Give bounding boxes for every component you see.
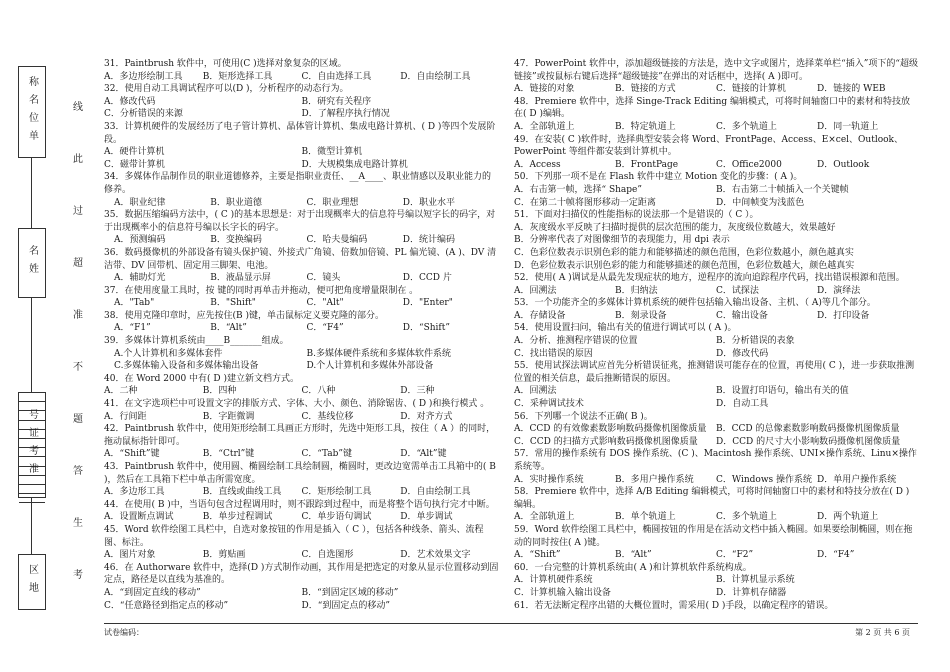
answer-option: C．单步语句调试 <box>301 512 372 523</box>
option-row <box>104 411 499 424</box>
answer-option: D．色彩位数表示识别色彩的能力和能够描述的颜色范围，色彩位数越大，颜色越真实 <box>514 260 855 271</box>
question-stem: 52．使用( A )调试是从最先发现症状的地方，逆程序的流向追踪程序代码，找出错误根源和范围。 <box>514 273 905 284</box>
answer-option: C.多媒体输入设备和多媒体输出设备 <box>114 361 259 372</box>
answer-option: C．在第二十帧将图形移动一定距离 <box>514 197 656 208</box>
answer-option: B．微型计算机 <box>301 147 363 158</box>
question-stem: 48．Premiere 软件中，选择 Singe-Track Editing 编辑模式，可将时间轴窗口中的素材和特技放在( D )编辑。 <box>514 96 911 120</box>
binding-char: 过 <box>70 205 82 215</box>
answer-option: B．右击第二十帧插入一个关键帧 <box>716 184 849 195</box>
answer-option: A．灰度级水平反映了扫描时提供的层次范围的能力，灰度级位数越大，效果越好 <box>514 222 836 233</box>
option-row <box>104 549 499 562</box>
question-stem: 55．使用试探法调试应首先分析错误征兆，推测错误可能存在的位置，再使用( C )，进一步获取推测位置的相关信息，最后推断错误的原因。 <box>514 361 915 384</box>
question-stem: 58．Premiere 软件中，选择 A/B Editing 编辑模式，可将时间轴窗口中的素材和特技分放在( D )编辑。 <box>514 487 910 510</box>
answer-option: A.个人计算机和多媒体套件 <box>114 348 223 359</box>
answer-option: C．磁带计算机 <box>104 159 165 170</box>
answer-option: B．归纳法 <box>615 285 658 296</box>
question-stem: 44．在使用( B )中，当语句包含过程调用时，则不跟踪到过程中，而是将整个语句执行完才中断。 <box>104 499 495 510</box>
option-row <box>104 385 499 398</box>
answer-option: B．链接的方式 <box>615 84 676 95</box>
question-stem: 60．一台完整的计算机系统由( A )和计算机软件系统构成。 <box>514 562 752 573</box>
option-row <box>104 159 499 172</box>
answer-option: B．四种 <box>202 386 237 397</box>
answer-option: C．“Tab”键 <box>301 449 353 460</box>
answer-option: D．艺术效果文字 <box>400 550 471 561</box>
answer-option: C．自由选择工具 <box>301 71 372 82</box>
answer-option: D．“Shift” <box>402 323 450 334</box>
answer-option: C．八种 <box>301 386 336 397</box>
answer-option: A．辅助灯光 <box>114 273 166 284</box>
question-stem: 54．使用设置扫问，输出有关的值进行调试可以 ( A )。 <box>514 323 737 334</box>
option-row <box>104 146 499 159</box>
answer-option: D．单步调试 <box>400 512 453 523</box>
answer-option: C．哈夫曼编码 <box>306 235 368 246</box>
exam-code-label: 试卷编码： <box>104 628 144 637</box>
question-stem: 61．若无法断定程序出错的大概位置时，需采用( D )手段，以确定程序的错误。 <box>514 600 834 611</box>
answer-option: B．研究有关程序 <box>301 96 372 107</box>
question-stem: 40．在 Word 2000 中有( D )建立新文档方式。 <box>104 373 300 384</box>
answer-option: B．FrontPage <box>615 159 679 170</box>
question-stem: 31．Paintbrush 软件中，可使用(C )选择对象复杂的区域。 <box>104 59 347 69</box>
answer-option: D．CCD 的尺寸大小影响数码摄像机图像质量 <box>716 436 901 447</box>
answer-option: A．计算机硬件系统 <box>514 575 593 586</box>
answer-option: B．直线或曲线工具 <box>202 487 282 498</box>
option-row <box>514 436 918 449</box>
answer-option: D．修改代码 <box>716 348 769 359</box>
question-stem: 38．使用克隆印章时，应先按住(B )键，单击鼠标定义要克隆的部分。 <box>104 310 384 321</box>
option-row <box>514 159 918 172</box>
answer-option: B．设置打印语句，输出有关的值 <box>716 386 849 397</box>
answer-option: A．全部轨道上 <box>514 121 575 132</box>
question-stem: 59．Word 软件绘图工具栏中，椭圆按钮的作用是在活动文档中插入椭圆。如果要绘制椭圆，则在拖动的同时按住( A )键。 <box>514 524 913 548</box>
left-column <box>104 58 499 612</box>
district-label: 区地 <box>26 564 38 600</box>
answer-option: B．特定轨道上 <box>615 121 676 132</box>
district-box <box>18 554 46 610</box>
answer-option: A．多边形绘制工具 <box>104 71 183 82</box>
answer-option: B．职业道德 <box>210 197 262 208</box>
answer-option: D．同一轨道上 <box>817 121 879 132</box>
answer-option: B．CCD 的总像素数影响数码摄像机图像质量 <box>716 424 900 435</box>
question-stem: 53．一个功能齐全的多媒体计算机系统的硬件包括输入输出设备、主机、（ A)等几个部分。 <box>514 298 876 309</box>
answer-option: C．镜头 <box>306 273 341 284</box>
option-row <box>514 197 918 210</box>
answer-option: B．液晶显示屏 <box>210 273 271 284</box>
option-row <box>104 297 499 310</box>
answer-option: A．链接的对象 <box>514 84 575 95</box>
answer-option: C．“任意路径到指定点的移动” <box>104 600 229 611</box>
answer-option: D．“F4” <box>817 550 855 561</box>
right-column <box>514 58 918 612</box>
answer-option: C．"Alt" <box>306 298 344 309</box>
binding-char: 此 <box>70 153 82 163</box>
answer-option: B．计算机显示系统 <box>716 575 795 586</box>
name-label: 名姓 <box>26 245 38 281</box>
option-row <box>104 587 499 600</box>
option-row <box>514 121 918 134</box>
binding-char: 不 <box>70 361 82 371</box>
answer-option: A．存储设备 <box>514 310 566 321</box>
binding-char: 准 <box>70 309 82 319</box>
answer-option: C．Office2000 <box>716 159 782 170</box>
option-row <box>104 448 499 461</box>
binding-line-text <box>70 80 82 600</box>
answer-option: C．多个轨道上 <box>716 512 777 523</box>
side-divider <box>31 498 32 554</box>
answer-option: C．职业理想 <box>306 197 359 208</box>
answer-option: A．实时操作系统 <box>514 474 584 485</box>
option-row <box>104 234 499 247</box>
answer-option: A．"Tab" <box>114 298 155 309</box>
question-stem: 50．下列那一项不是在 Flash 软件中建立 Motion 变化的步骤：( A )。 <box>514 172 803 183</box>
binding-char: 答 <box>70 465 82 475</box>
binding-char: 题 <box>70 413 82 423</box>
question-stem: 49．在安装( C )软件时，选择典型安装会将 Word、FrontPage、Access、E×cel、Outlook、PowerPoint 等组件都安装到计算机中。 <box>514 134 904 158</box>
option-row <box>514 474 918 487</box>
answer-option: C．多个轨道上 <box>716 121 777 132</box>
id-label: 号证考准 <box>26 409 38 481</box>
answer-option: A．行间距 <box>104 411 147 422</box>
answer-option: A．回溯法 <box>514 285 557 296</box>
answer-option: C．采种调试技术 <box>514 399 584 410</box>
answer-option: D．了解程序执行情况 <box>301 109 390 120</box>
answer-option: C．链接的计算机 <box>716 84 786 95</box>
answer-option: A．硬件计算机 <box>104 147 165 158</box>
answer-option: A．分析、推测程序错误的位置 <box>514 336 638 347</box>
answer-option: A．“Shift”键 <box>104 449 160 460</box>
answer-option: D．职业水平 <box>402 197 455 208</box>
option-row <box>514 285 918 298</box>
question-stem: 33．计算机硬件的发展经历了电子管计算机、晶体管计算机、集成电路计算机、( D )等四个发展阶段。 <box>104 121 496 145</box>
answer-option: D．中间帧变为浅蓝色 <box>716 197 805 208</box>
answer-option: D．打印设备 <box>817 310 870 321</box>
option-row <box>104 486 499 499</box>
option-row <box>104 322 499 335</box>
side-divider <box>31 158 32 228</box>
option-row <box>104 272 499 285</box>
option-row <box>514 83 918 96</box>
answer-option: D．Outlook <box>817 159 870 170</box>
answer-option: D．“Alt”键 <box>400 449 447 460</box>
footer-rule <box>104 623 918 624</box>
question-stem: 34．多媒体作品制作员的职业道德修养，主要是指职业责任、__A____、职业情感以及职业能力的修养。 <box>104 172 491 195</box>
answer-option: B．字距微调 <box>202 411 255 422</box>
answer-option: B．变换编码 <box>210 235 262 246</box>
option-row <box>104 360 499 373</box>
answer-option: C．试探法 <box>716 285 759 296</box>
answer-option: B．分辨率代表了对图像细节的表现能力，用 dpi 表示 <box>514 235 730 246</box>
question-stem: 47．PowerPoint 软件中，添加超级链接的方法是，选中文字或图片，选择菜单栏“插入”项下的“超级链接”或按鼠标右键后选择“超级链接”在弹出的对话框中，选择( A )即可。 <box>514 59 918 82</box>
option-row <box>104 71 499 84</box>
answer-option: A．“F1” <box>114 323 151 334</box>
option-row <box>514 385 918 398</box>
answer-option: C．Windows 操作系统 <box>716 474 813 485</box>
binding-char: 生 <box>70 517 82 527</box>
question-stem: 32．使用自动工具调试程序可以(D )，分析程序的动态行为。 <box>104 84 349 95</box>
answer-option: A．设置断点调试 <box>104 512 174 523</box>
answer-option: C．自选图形 <box>301 550 354 561</box>
answer-option: C．矩形绘制工具 <box>301 487 372 498</box>
answer-option: A．“到固定直线的移动” <box>104 587 201 598</box>
answer-option: C．“F4” <box>306 323 344 334</box>
page-number: 第 2 页 共 6 页 <box>855 628 910 637</box>
answer-option: C．找出错误的原因 <box>514 348 593 359</box>
answer-option: C．CCD 的扫描方式影响数码摄像机图像质量 <box>514 436 698 447</box>
answer-option: D．链接的 WEB <box>817 84 886 95</box>
option-row <box>104 348 499 361</box>
question-stem: 56．下列哪一个说法不正确( B )。 <box>514 411 653 422</box>
answer-option: D．"Enter" <box>402 298 453 309</box>
option-row <box>514 423 918 436</box>
answer-option: B．刻录设备 <box>615 310 667 321</box>
answer-option: B．矩形选择工具 <box>202 71 273 82</box>
answer-option: A．预测编码 <box>114 235 166 246</box>
answer-option: C．分析错误的来源 <box>104 109 183 120</box>
option-row <box>104 108 499 121</box>
option-row <box>514 549 918 562</box>
question-stem: 51．下面对扫描仪的性能指标的说法那一个是错误的（ C ）。 <box>514 210 759 221</box>
answer-option: A．多边形工具 <box>104 487 165 498</box>
option-row <box>104 511 499 524</box>
answer-option: D.个人计算机和多媒体外部设备 <box>306 361 434 372</box>
answer-option: B．单个轨道上 <box>615 512 676 523</box>
question-stem: 46．在 Authorware 软件中，选择(D )方式制作动画，其作用是把选定的对象从显示位置移动到固定点，路径是以直线为基准的。 <box>104 562 499 586</box>
name-box <box>18 228 46 298</box>
answer-option: A．修改代码 <box>104 96 156 107</box>
question-stem: 37．在使用度量工具时，按 键的同时再单击并拖动，便可把角度增量限制在 。 <box>104 285 419 296</box>
answer-option: D．自由绘制工具 <box>400 71 471 82</box>
answer-option: A．“Shift” <box>514 550 561 561</box>
option-row <box>514 511 918 524</box>
option-row <box>514 348 918 361</box>
answer-option: D．大规模集成电路计算机 <box>301 159 408 170</box>
answer-option: A．职业纪律 <box>114 197 166 208</box>
answer-option: C．色彩位数表示识别色彩的能力和能够描述的颜色范围，色彩位数越小，颜色越真实 <box>514 247 854 258</box>
answer-option: D．对齐方式 <box>400 411 453 422</box>
binding-char: 考 <box>70 569 82 579</box>
option-row <box>104 96 499 109</box>
answer-option: A．右击第一帧，选择“ Shape” <box>514 184 642 195</box>
unit-name-box <box>18 66 46 158</box>
answer-option: A．全部轨道上 <box>514 512 575 523</box>
answer-option: C．基线位移 <box>301 411 354 422</box>
answer-option: B．"Shift" <box>210 298 256 309</box>
question-stem: 42．Paintbrush 软件中，使用矩形绘制工具画正方形时，先选中矩形工具，按住（ A ）的同时，拖动鼠标指针即可。 <box>104 424 496 447</box>
question-stem: 57．常用的操作系统有 DOS 操作系统、(C )、Macintosh 操作系统、UNI×操作系统、Linu×操作系统等。 <box>514 449 917 472</box>
answer-option: A．Access <box>514 159 561 170</box>
option-row <box>514 335 918 348</box>
id-label-box <box>18 400 46 490</box>
option-row <box>514 184 918 197</box>
answer-option: B．单步过程调试 <box>202 512 273 523</box>
question-stem: 41．在文字选项栏中可设置文字的排版方式、字体、大小、颜色、消除锯齿、( D )和换行模式 。 <box>104 399 490 410</box>
answer-option: D．单用户操作系统 <box>817 474 897 485</box>
option-row <box>514 310 918 323</box>
answer-option: C．输出设备 <box>716 310 768 321</box>
unit-name-label: 称名位单 <box>26 76 38 148</box>
answer-option: D．两个轨道上 <box>817 512 879 523</box>
answer-option: D．CCD 片 <box>402 273 452 284</box>
answer-option: B.多媒体硬件系统和多媒体软件系统 <box>306 348 451 359</box>
answer-option: D．计算机存储器 <box>716 587 787 598</box>
answer-option: A．CCD 的有效像素数影响数码摄像机图像质量 <box>514 424 707 435</box>
question-stem: 45．Word 软件绘图工具栏中，自选对象按钮的作用是插入（ C ），包括各种线条、箭头、流程图、标注。 <box>104 524 484 548</box>
answer-option: B．分析错误的表象 <box>716 336 795 347</box>
side-divider <box>31 298 32 392</box>
binding-char: 线 <box>70 101 82 111</box>
answer-option: A．图片对象 <box>104 550 156 561</box>
option-row <box>104 197 499 210</box>
question-stem: 36．数码摄像机的外部设备有镜头保护镜、外接式广角镜、倍数加倍镜、PL 偏光镜、(A )、DV 清洁带、DV 回带机、固定用三脚架、电池。 <box>104 247 497 271</box>
answer-option: D．三种 <box>400 386 435 397</box>
answer-option: D．“到固定点的移动” <box>301 600 390 611</box>
answer-option: D．自由绘制工具 <box>400 487 471 498</box>
question-stem: 43．Paintbrush 软件中，使用圆、椭圆绘制工具绘制圆，椭圆时，更改边宽需单击工具箱中的( B )，然后在工具箱下栏中单击所需宽度。 <box>104 462 496 485</box>
option-row <box>104 600 499 613</box>
answer-option: B．“到固定区域的移动” <box>301 587 399 598</box>
option-row <box>514 398 918 411</box>
option-row <box>514 587 918 600</box>
answer-option: A．二种 <box>104 386 138 397</box>
option-row <box>514 574 918 587</box>
question-stem: 35．数据压缩编码方法中，( C )的基本思想是：对于出现概率大的信息符号编以短字长的码字，对于出现概率小的信息符号编以长字长的码字。 <box>104 210 496 233</box>
answer-option: A．回溯法 <box>514 386 557 397</box>
answer-option: D．自动工具 <box>716 399 769 410</box>
answer-option: B．“Ctrl”键 <box>202 449 255 460</box>
question-stem: 39．多媒体计算机系统由____B_______组成。 <box>104 336 289 347</box>
answer-option: B．剪贴画 <box>202 550 246 561</box>
answer-option: D．演绎法 <box>817 285 861 296</box>
answer-option: B．多用户操作系统 <box>615 474 694 485</box>
binding-char: 超 <box>70 257 82 267</box>
answer-option: B．“Alt” <box>615 550 652 561</box>
answer-option: C．计算机输入输出设备 <box>514 587 611 598</box>
answer-option: B．“Alt” <box>210 323 247 334</box>
answer-option: D．统计编码 <box>402 235 455 246</box>
answer-option: C．“F2” <box>716 550 754 561</box>
